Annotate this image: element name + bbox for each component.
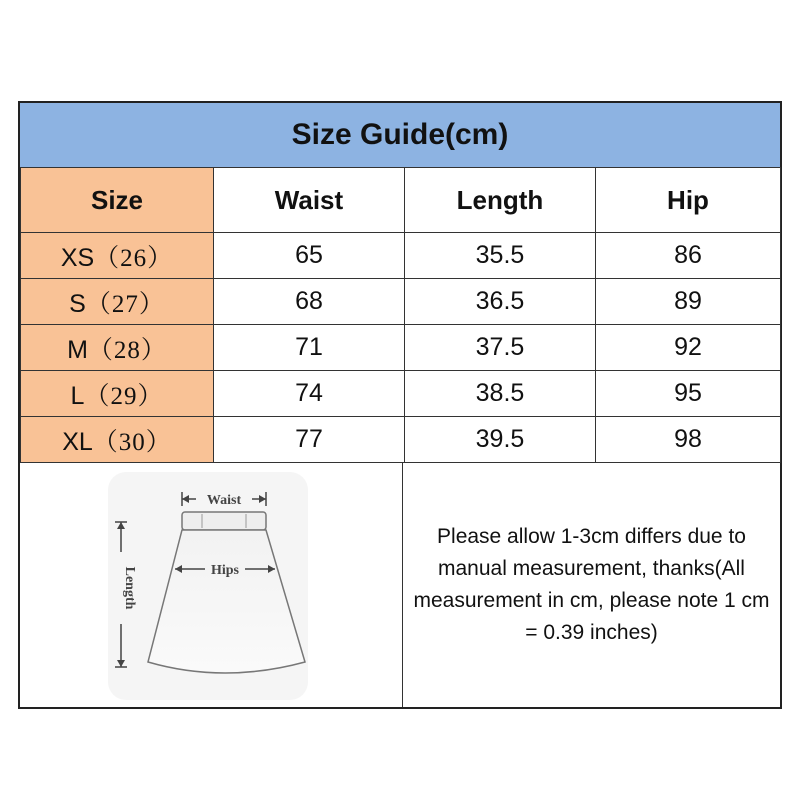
size-number: （30） bbox=[92, 428, 172, 456]
size-cell bbox=[21, 417, 214, 463]
waist-cell: 74 bbox=[214, 371, 405, 417]
size-code: XS bbox=[60, 243, 95, 272]
bottom-section bbox=[20, 462, 780, 707]
size-cell bbox=[21, 279, 214, 325]
size-cell bbox=[21, 233, 214, 279]
hip-cell: 89 bbox=[596, 279, 781, 325]
size-number: （28） bbox=[87, 336, 167, 364]
waist-cell: 65 bbox=[214, 233, 405, 279]
hip-cell: 98 bbox=[596, 417, 781, 463]
header-waist: Waist bbox=[214, 168, 405, 233]
length-cell: 37.5 bbox=[405, 325, 596, 371]
skirt-measurement-diagram bbox=[20, 462, 403, 707]
size-code: L bbox=[70, 381, 85, 410]
header-length: Length bbox=[405, 168, 596, 233]
header-size: Size bbox=[21, 168, 214, 233]
length-cell: 39.5 bbox=[405, 417, 596, 463]
length-label: Length bbox=[122, 566, 137, 610]
measurement-note: Please allow 1-3cm differs due to manual measurement, thanks(All measurement in cm, please note 1 cm = 0.39 inches) bbox=[413, 524, 770, 644]
length-cell: 38.5 bbox=[405, 371, 596, 417]
hip-cell: 92 bbox=[596, 325, 781, 371]
header-hip: Hip bbox=[596, 168, 781, 233]
waist-cell: 71 bbox=[214, 325, 405, 371]
size-guide-frame bbox=[18, 101, 782, 709]
skirt-waistband bbox=[182, 512, 266, 530]
size-cell bbox=[21, 371, 214, 417]
size-number: （29） bbox=[84, 382, 164, 410]
table-row bbox=[21, 371, 781, 417]
table-row bbox=[21, 417, 781, 463]
size-code: S bbox=[69, 289, 86, 318]
table-row bbox=[21, 233, 781, 279]
hips-label: Hips bbox=[210, 563, 240, 578]
length-cell: 35.5 bbox=[405, 233, 596, 279]
hip-cell: 95 bbox=[596, 371, 781, 417]
waist-label: Waist bbox=[206, 493, 242, 508]
table-row bbox=[21, 279, 781, 325]
hip-cell: 86 bbox=[596, 233, 781, 279]
size-guide-title: Size Guide(cm) bbox=[20, 103, 780, 169]
skirt-diagram-cell bbox=[20, 462, 403, 707]
size-table bbox=[20, 167, 781, 463]
size-number: （26） bbox=[94, 244, 174, 272]
size-code: XL bbox=[62, 427, 93, 456]
waist-cell: 68 bbox=[214, 279, 405, 325]
note-cell bbox=[403, 462, 780, 707]
length-cell: 36.5 bbox=[405, 279, 596, 325]
size-number: （27） bbox=[85, 290, 165, 318]
table-row bbox=[21, 325, 781, 371]
table-header-row bbox=[21, 168, 781, 233]
size-cell bbox=[21, 325, 214, 371]
waist-cell: 77 bbox=[214, 417, 405, 463]
size-code: M bbox=[67, 335, 88, 364]
